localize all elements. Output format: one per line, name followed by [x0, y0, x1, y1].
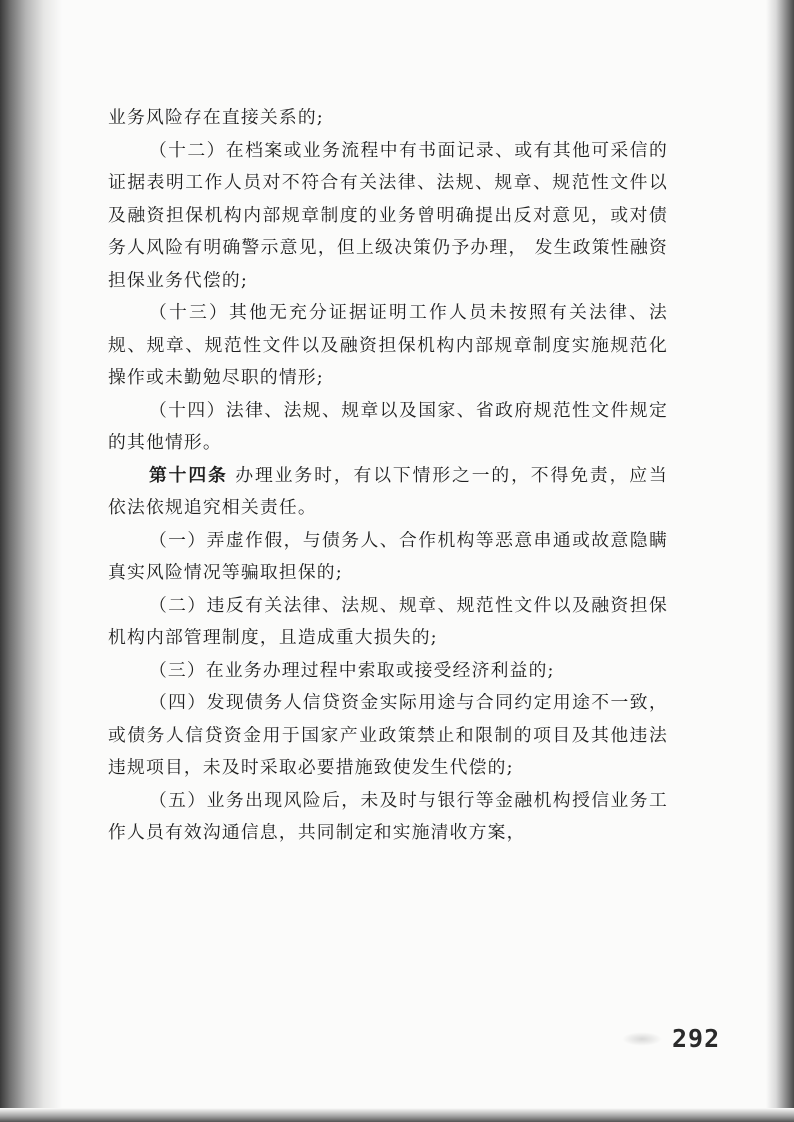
- page-edge-right: [766, 0, 794, 1122]
- scan-smudge: [622, 1032, 662, 1046]
- page-number: 292: [672, 1024, 721, 1053]
- paragraph-item-1: （一）弄虚作假，与债务人、合作机构等恶意串通或故意隐瞒真实风险情况等骗取担保的;: [108, 529, 668, 583]
- paragraph-item-12: （十二）在档案或业务流程中有书面记录、或有其他可采信的证据表明工作人员对不符合有关法律、法规、规章、规范性文件以及融资担保机构内部规章制度的业务曾明确提出反对意见，或对债务人风险有明确警示意见，但上级决策仍予办理， 发生政策性融资担保业务代偿的;: [108, 139, 668, 291]
- paragraph-item-4: （四）发现债务人信贷资金实际用途与合同约定用途不一致，或债务人信贷资金用于国家产业政策禁止和限制的项目及其他违法违规项目，未及时采取必要措施致使发生代偿的;: [108, 692, 668, 778]
- paragraph-continuation: 业务风险存在直接关系的;: [108, 107, 324, 128]
- article-14: [108, 460, 668, 525]
- article-text: 办理业务时，有以下情形之一的，不得免责，应当依法依规追究相关责任。: [108, 464, 668, 518]
- paragraph-item-14: （十四）法律、法规、规章以及国家、省政府规范性文件规定的其他情形。: [108, 399, 668, 453]
- binding-shadow: [0, 0, 62, 1122]
- page-edge-bottom: [0, 1108, 794, 1122]
- article-heading: 第十四条: [148, 464, 228, 486]
- paragraph-item-5: （五）业务出现风险后，未及时与银行等金融机构授信业务工作人员有效沟通信息，共同制定和实施清收方案，: [108, 789, 668, 843]
- paragraph-item-2: （二）违反有关法律、法规、规章、规范性文件以及融资担保机构内部管理制度，且造成重大损失的;: [108, 594, 668, 648]
- body-text: [108, 102, 668, 850]
- paragraph-item-13: （十三）其他无充分证据证明工作人员未按照有关法律、法规、规章、规范性文件以及融资担保机构内部规章制度实施规范化操作或未勤勉尽职的情形;: [108, 302, 668, 388]
- paragraph-item-3: （三）在业务办理过程中索取或接受经济利益的;: [148, 659, 555, 681]
